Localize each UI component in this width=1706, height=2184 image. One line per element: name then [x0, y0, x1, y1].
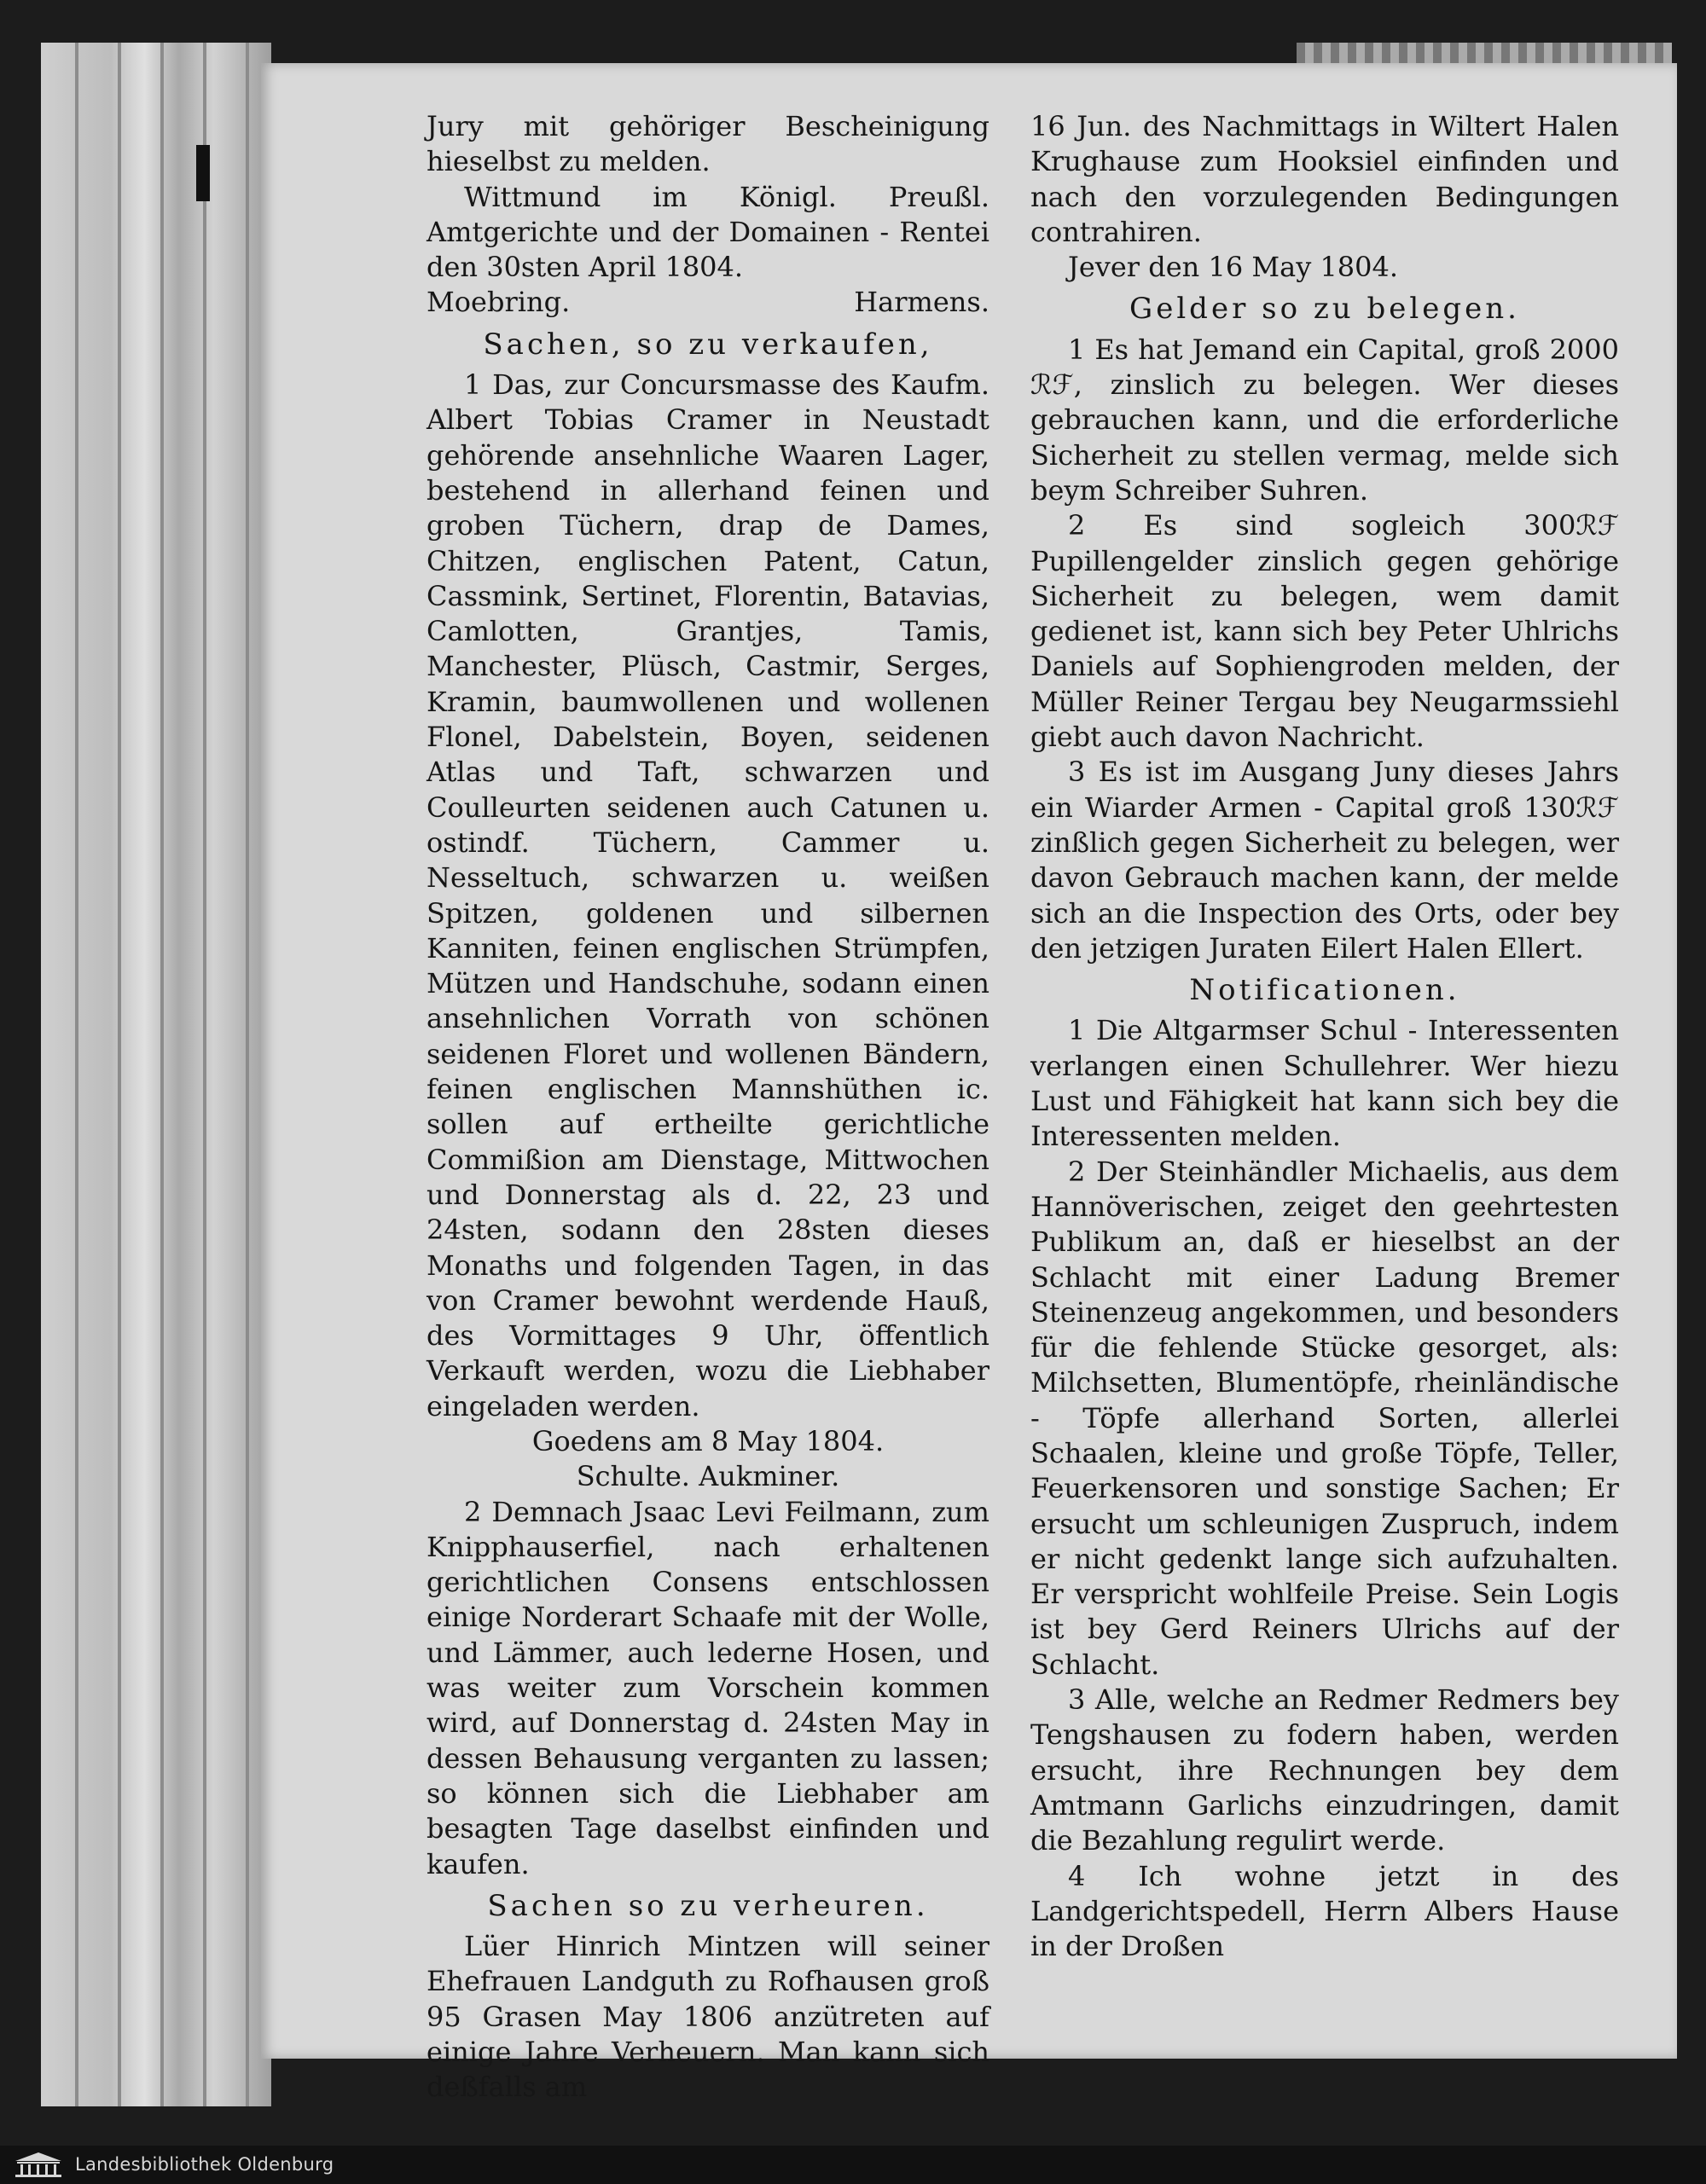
paragraph: Jury mit gehöriger Bescheinigung hieselbst zu melden.	[426, 110, 989, 178]
section-heading: Gelder so zu belegen.	[1129, 292, 1520, 327]
place-date: Jever den 16 May 1804.	[1068, 251, 1399, 284]
library-building-icon	[12, 2151, 65, 2178]
notice-item: 3 Es ist im Ausgang Juny dieses Jahrs ein Wiarder Armen - Capital groß 130ℛℱ zinßlich gegen Sicherheit zu belegen, wer davon Gebrauch machen kann, der melde sich an die Inspection des Orts, oder bey den jetzigen Juraten Eilert Halen Ellert.	[1030, 756, 1619, 965]
section-heading: Sachen, so zu verkaufen,	[483, 327, 933, 362]
page-marker	[196, 145, 210, 201]
signature: Schulte. Aukminer.	[576, 1460, 840, 1493]
section-heading: Sachen so zu verheuren.	[487, 1888, 929, 1923]
section-heading: Notificationen.	[1189, 973, 1460, 1008]
signature-right: Harmens.	[854, 286, 989, 319]
right-text-column	[1030, 109, 1619, 1964]
library-name: Landesbibliothek Oldenburg	[75, 2154, 334, 2175]
place-date: Goedens am 8 May 1804.	[531, 1424, 885, 1457]
notice-item: 2 Demnach Jsaac Levi Feilmann, zum Knipphauserfiel, nach erhaltenen gerichtlichen Consens entschlossen einige Norderart Schaafe mit der Wolle, und Lämmer, auch lederne Hosen, und was weiter zum Vorschein kommen wird, auf Donnerstag d. 24sten May in dessen Behausung verganten zu lassen; so können sich die Liebhaber am besagten Tage daselbst einfinden und kaufen.	[426, 1495, 989, 1880]
paragraph: 16 Jun. des Nachmittags in Wiltert Halen Krughause zum Hooksiel einfinden und nach den vorzulegenden Bedingungen contrahiren.	[1030, 110, 1619, 248]
page-edge-line	[160, 43, 164, 2106]
left-text-column	[426, 109, 989, 2106]
signature-line	[426, 285, 989, 320]
notice-item: 1 Es hat Jemand ein Capital, groß 2000 ℛℱ, zinslich zu belegen. Wer dieses gebrauchen kann, und die erforderliche Sicherheit zu stellen vermag, melde sich beym Schreiber Suhren.	[1030, 333, 1619, 507]
page-edge-line	[203, 43, 206, 2106]
notice-item: Lüer Hinrich Mintzen will seiner Ehefrauen Landguth zu Rofhausen groß 95 Grasen May 1806 anzütreten auf einige Jahre Verheuern. Man kann sich deßfalls am	[426, 1930, 989, 2104]
notice-item: 4 Ich wohne jetzt in des Landgerichtspedell, Herrn Albers Hause in der Droßen	[1030, 1859, 1619, 1963]
page-edge-line	[118, 43, 121, 2106]
signature-left: Moebring.	[426, 286, 571, 319]
paragraph: Wittmund im Königl. Preußl. Amtgerichte und der Domainen - Rentei den 30sten April 1804.	[426, 180, 989, 284]
notice-item: 2 Der Steinhändler Michaelis, aus dem Hannöverischen, zeiget den geehrtesten Publikum an, daß er hieselbst an der Schlacht mit einer Ladung Bremer Steinenzeug angekommen, und besonders für die fehlende Stücke gesorget, als: Milchsetten, Blumentöpfe, rheinländische - Töpfe allerhand Sorten, allerlei Schaalen, kleine und große Töpfe, Teller, Feuerkensoren und sonstige Sachen; Er ersucht um schleunigen Zuspruch, indem er nicht gedenkt lange sich aufzuhalten. Er verspricht wohlfeile Preise. Sein Logis ist bey Gerd Reiners Ulrichs auf der Schlacht.	[1030, 1155, 1619, 1681]
page-edge-line	[246, 43, 249, 2106]
notice-item: 3 Alle, welche an Redmer Redmers bey Tengshausen zu fodern haben, werden ersucht, ihre Rechnungen bey dem Amtmann Garlichs einzudringen, damit die Bezahlung regulirt werde.	[1030, 1683, 1619, 1857]
library-footer	[0, 2146, 1706, 2184]
page-edge-line	[75, 43, 78, 2106]
book-page-edges	[41, 43, 271, 2106]
notice-item: 1 Die Altgarmser Schul - Interessenten verlangen einen Schullehrer. Wer hiezu Lust und Fähigkeit hat kann sich bey die Interessenten melden.	[1030, 1014, 1619, 1153]
notice-item: 2 Es sind sogleich 300ℛℱ Pupillengelder zinslich gegen gehörige Sicherheit zu belegen, wem damit gedienet ist, kann sich bey Peter Uhlrichs Daniels auf Sophiengroden melden, der Müller Reiner Tergau bey Neugarmssiehl giebt auch davon Nachricht.	[1030, 509, 1619, 754]
notice-item: 1 Das, zur Concursmasse des Kaufm. Albert Tobias Cramer in Neustadt gehörende ansehnliche Waaren Lager, bestehend in allerhand feinen und groben Tüchern, drap de Dames, Chitzen, englischen Patent, Catun, Cassmink, Sertinet, Florentin, Batavias, Camlotten, Grantjes, Tamis, Manchester, Plüsch, Castmir, Serges, Kramin, baumwollenen und wollenen Flonel, Dabelstein, Boyen, seidenen Atlas und Taft, schwarzen und Coulleurten seidenen auch Catunen u. ostindf. Tüchern, Cammer u. Nesseltuch, schwarzen u. weißen Spitzen, goldenen und silbernen Kanniten, feinen englischen Strümpfen, Mützen und Handschuhe, sodann einen ansehnlichen Vorrath von schönen seidenen Floret und wollenen Bändern, feinen englischen Mannshüthen ic. sollen auf ertheilte gerichtliche Commißion am Dienstage, Mittwochen und Donnerstag als d. 22, 23 und 24sten, sodann den 28sten dieses Monaths und folgenden Tagen, in das von Cramer bewohnt werdende Hauß, des Vormittages 9 Uhr, öffentlich Verkauft werden, wozu die Liebhaber eingeladen werden.	[426, 368, 989, 1422]
